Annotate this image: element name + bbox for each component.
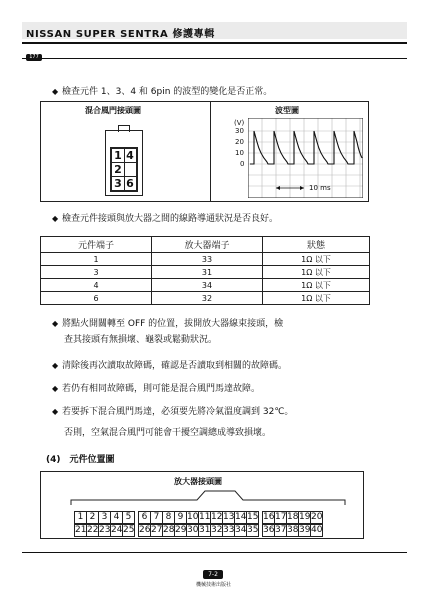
y-tick-label: 0	[240, 160, 245, 168]
amp-pin: 6	[138, 511, 151, 524]
waveform-grid	[248, 118, 363, 198]
amp-pin: 12	[211, 512, 223, 522]
amp-pin: 38	[287, 525, 299, 535]
amp-pin: 27	[151, 525, 163, 535]
table-cell: 31	[152, 266, 263, 279]
amp-pin: 19	[299, 512, 311, 522]
diamond-icon: ◆	[52, 384, 59, 393]
connector-pin	[124, 163, 136, 177]
header-rule	[22, 42, 407, 44]
page-number-badge: 7-2	[203, 570, 223, 579]
amp-pin: 28	[163, 525, 175, 535]
bullet-check-waveform: ◆ 檢查元件 1、3、4 和 6pin 的波型的變化是否正常。	[52, 87, 273, 97]
amplifier-connector-panel	[40, 471, 364, 539]
amp-connector-title: 放大器接頭圖	[174, 477, 222, 486]
amp-pin: 25	[123, 525, 135, 535]
connector-waveform-panel	[40, 101, 369, 202]
table-cell: 1Ω 以下	[263, 253, 370, 266]
continuity-table	[40, 236, 370, 305]
bullet-disconnect-amp: ◆ 將點火開關轉至 OFF 的位置，拔開放大器線束接頭，檢	[52, 319, 284, 329]
table-cell: 1Ω 以下	[263, 266, 370, 279]
table-cell: 34	[152, 279, 263, 292]
bullet-motor-fault: ◆ 若仍有相同故障碼，則可能是混合風門馬達故障。	[52, 384, 261, 394]
table-cell: 32	[152, 292, 263, 305]
table-row	[41, 266, 370, 279]
y-unit-label: (V)	[234, 119, 245, 127]
amp-pin: 5	[122, 511, 135, 524]
diamond-icon: ◆	[52, 407, 59, 416]
connector-pin: 1	[112, 149, 125, 163]
col-component-pin: 元件端子	[41, 237, 152, 253]
connector-housing	[105, 130, 143, 196]
arrow-right-icon	[300, 186, 304, 190]
diamond-icon: ◆	[52, 87, 59, 96]
connector-latch	[118, 125, 130, 132]
amp-pin: 39	[299, 525, 311, 535]
bullet-remove-motor: ◆ 若要拆下混合風門馬達，必須要先將冷氣溫度調到 32℃。	[52, 407, 294, 417]
amp-pin: 13	[223, 512, 235, 522]
amp-pin: 18	[287, 512, 299, 522]
amp-pin: 9	[174, 511, 187, 524]
amp-pin: 11	[199, 512, 211, 522]
panel-divider	[210, 102, 211, 201]
table-cell: 1	[41, 253, 152, 266]
diamond-icon: ◆	[52, 319, 59, 328]
y-tick-label: 10	[235, 149, 244, 157]
amp-pin: 24	[111, 525, 123, 535]
connector-pin: 3	[112, 177, 125, 190]
table-row	[41, 279, 370, 292]
bullet-check-continuity: ◆ 檢查元件接頭與放大器之間的線路導通狀況是否良好。	[52, 214, 279, 224]
amp-pin: 16	[263, 512, 275, 522]
page-tag: 177	[26, 54, 42, 61]
diamond-icon: ◆	[52, 361, 59, 370]
table-row	[41, 253, 370, 266]
waveform-title: 波型圖	[275, 106, 299, 115]
amp-pin: 3	[98, 511, 111, 524]
table-cell: 6	[41, 292, 152, 305]
bullet-remove-motor-cont: 否則，空氣混合風門可能會干擾空調總成導致損壞。	[64, 428, 272, 438]
amp-pin: 7	[150, 511, 163, 524]
amp-pin: 17	[275, 512, 287, 522]
connector-pin: 4	[124, 149, 136, 163]
section-heading: (4) 元件位置圖	[46, 455, 115, 465]
connector-title: 混合風門接頭圖	[85, 106, 141, 115]
amp-pin: 22	[87, 525, 99, 535]
amp-pin-row-bottom	[74, 517, 322, 537]
table-cell: 1Ω 以下	[263, 279, 370, 292]
col-amplifier-pin: 放大器端子	[152, 237, 263, 253]
y-tick-label: 20	[235, 138, 244, 146]
table-cell: 3	[41, 266, 152, 279]
document-title: NISSAN SUPER SENTRA 修護專輯	[26, 29, 215, 40]
amp-pin: 8	[162, 511, 175, 524]
waveform-trace	[250, 131, 362, 164]
connector-pin-grid	[110, 147, 138, 192]
table-row	[41, 292, 370, 305]
amp-pin: 37	[275, 525, 287, 535]
amp-pin: 1	[74, 511, 87, 524]
amp-pin: 40	[311, 525, 323, 535]
amp-pin: 33	[223, 525, 235, 535]
amp-pin: 4	[110, 511, 123, 524]
amp-pin: 15	[247, 512, 259, 522]
bullet-clear-codes: ◆ 清除後再次讀取故障碼，確認是否讀取到相關的故障碼。	[52, 361, 288, 371]
amp-pin: 30	[187, 525, 199, 535]
amp-pin: 21	[75, 525, 87, 535]
page-rule	[22, 58, 407, 59]
bullet-disconnect-amp-cont: 查其接頭有無損壞、龜裂或鬆動狀況。	[64, 335, 218, 345]
amp-pin: 32	[211, 525, 223, 535]
amp-pin: 2	[86, 511, 99, 524]
amp-pin: 23	[99, 525, 111, 535]
amp-pin: 10	[187, 512, 199, 522]
diamond-icon: ◆	[52, 214, 59, 223]
amp-pin: 31	[199, 525, 211, 535]
table-cell: 33	[152, 253, 263, 266]
waveform-plot	[248, 118, 363, 198]
connector-pin: 6	[126, 177, 134, 190]
amp-pin: 20	[311, 512, 323, 522]
table-cell: 1Ω 以下	[263, 292, 370, 305]
footer-rule	[22, 552, 407, 553]
amp-pin: 29	[175, 525, 187, 535]
publisher-label: 機械技術出版社	[196, 582, 232, 588]
amp-pin: 26	[139, 525, 151, 535]
connector-pin: 2	[112, 163, 125, 177]
amp-pin: 35	[247, 525, 259, 535]
time-scale-label: 10 ms	[309, 184, 331, 192]
table-header-row	[41, 237, 370, 253]
y-tick-label: 30	[235, 127, 244, 135]
arrow-left-icon	[276, 186, 280, 190]
amp-pin: 34	[235, 525, 247, 535]
col-status: 狀態	[263, 237, 370, 253]
amp-pin: 36	[263, 525, 275, 535]
table-cell: 4	[41, 279, 152, 292]
amp-pin: 14	[235, 512, 247, 522]
